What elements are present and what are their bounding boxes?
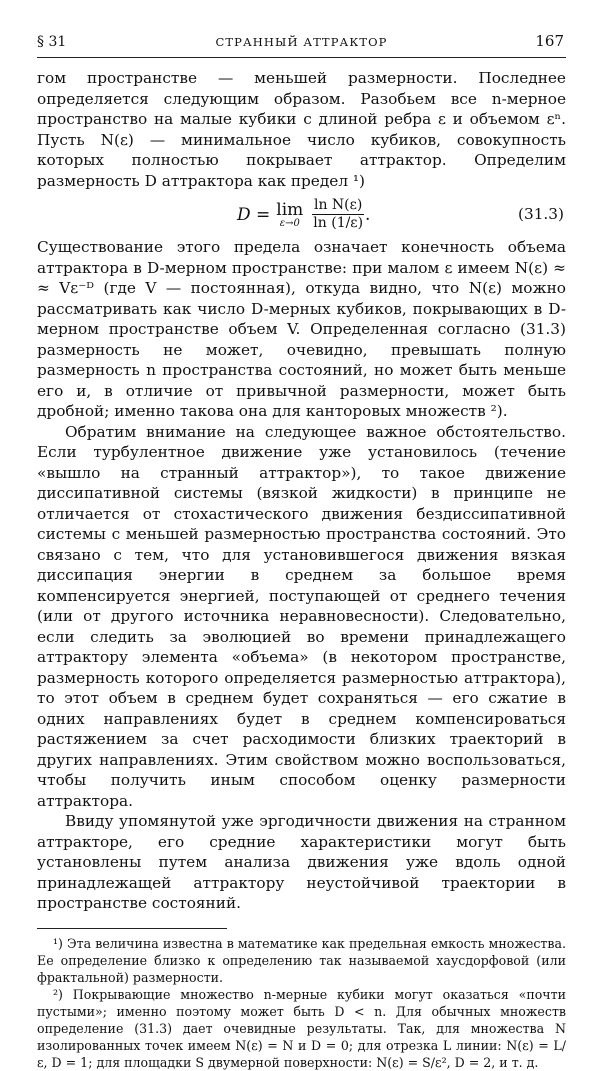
equation-number: (31.3) [518,205,564,223]
equation-fraction [311,197,365,232]
limit-label: lim [276,199,304,220]
equation-period: . [365,204,371,225]
equation-lhs: D = [237,204,271,225]
fraction-numerator: ln N(ε) [313,197,363,213]
paragraph-3: Обратим внимание на следующее важное обстоятельство. Если турбулентное движение уже установилось (течение «вышло на странный аттрактор»), то такое движение диссипативной системы (вязкой жидкости) в принципе не отличается от стохастического движения бездиссипативной системы с меньшей размерностью пространства состояний. Это связано с тем, что для установившегося движения вязкая диссипация энергии в среднем за большое время компенсируется энергией, поступающей от среднего течения (или от другого источника неравновесности). Следовательно, если следить за эволюцией во времени принадлежащего аттрактору элемента «объема» (в некотором пространстве, размерность которого определяется размерностью аттрактора), то этот объем в среднем будет сохраняться — его сжатие в одних направлениях будет в среднем компенсироваться растяжением за счет расходимости близких траекторий в других направлениях. Этим свойством можно воспользоваться, чтобы получить иным способом оценку размерности аттрактора. [37,422,566,810]
footnote-1: ¹) Эта величина известна в математике как предельная емкость множества. Ее определение близко к определению так называемой хаусдорфовой (или фрактальной) размерности. [37,935,566,985]
paragraph-2: Существование этого предела означает конечность объема аттрактора в D-мерном пространстве: при малом ε имеем N(ε) ≈ ≈ Vε⁻ᴰ (где V — постоянная), откуда видно, что N(ε) можно рассматривать как число D-мерных кубиков, покрывающих в D-мерном пространстве объем V. Определенная согласно (31.3) размерность не может, очевидно, превышать полную размерность n пространства состояний, но может быть меньше его и, в отличие от привычной размерности, может быть дробной; именно такова она для канторовых множеств ²). [37,238,566,420]
equation-31-3 [37,191,566,237]
running-header [37,32,566,54]
page-number: 167 [535,32,564,50]
fraction-denominator: ln (1/ε) [313,215,364,231]
limit-operator [276,201,303,229]
header-rule [37,57,566,58]
limit-subscript: ε→0 [279,217,300,229]
paragraph-4: Ввиду упомянутой уже эргодичности движения на странном аттракторе, его средние характеристики могут быть установлены путем анализа движения уже вдоль одной принадлежащей аттрактору неустойчивой траектории в пространстве состояний. [37,812,566,912]
footnote-rule [37,928,227,929]
footnote-2: ²) Покрывающие множество n-мерные кубики могут оказаться «почти пустыми»; именно поэтому может быть D < n. Для обычных множеств определение (31.3) дает очевидные результаты. Так, для множества N изолированных точек имеем N(ε) = N и D = 0; для отрезка L линии: N(ε) = L/ε, D = 1; для площадки S двумерной поверхности: N(ε) = S/ε², D = 2, и т. д. [37,986,566,1070]
section-number: § 31 [37,34,67,50]
paragraph-1: гом пространстве — меньшей размерности. Последнее определяется следующим образом. Разобьем все n-мерное пространство на малые кубики с длиной ребра ε и объемом εⁿ. Пусть N(ε) — минимальное число кубиков, совокупность которых полностью покрывает аттрактор. Определим размерность D аттрактора как предел ¹) [37,69,566,190]
running-title: СТРАННЫЙ АТТРАКТОР [215,35,388,49]
